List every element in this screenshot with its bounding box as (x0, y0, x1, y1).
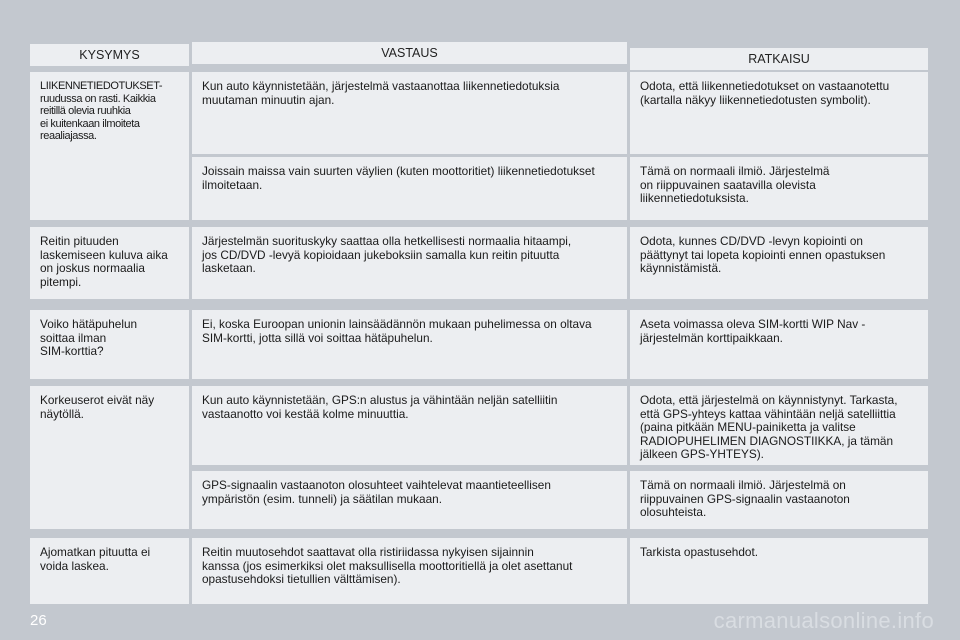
answer-cell: Joissain maissa vain suurten väylien (kuten moottoritiet) liikennetiedotukset ilmoitetaan. (192, 157, 627, 220)
solution-cell: Odota, että liikennetiedotukset on vastaanotettu (kartalla näkyy liikennetiedotusten symbolit). (630, 72, 928, 154)
header-question: KYSYMYS (30, 44, 189, 66)
answer-cell: Kun auto käynnistetään, järjestelmä vastaanottaa liikennetiedotuksia muutaman minuutin ajan. (192, 72, 627, 154)
solution-cell: Tämä on normaali ilmiö. Järjestelmä on riippuvainen GPS-signaalin vastaanoton olosuhteista. (630, 471, 928, 529)
question-cell: Reitin pituuden laskemiseen kuluva aika on joskus normaalia pitempi. (30, 227, 189, 299)
solution-cell: Tämä on normaali ilmiö. Järjestelmä on riippuvainen saatavilla olevista liikennetiedotuksista. (630, 157, 928, 220)
watermark: carmanualsonline.info (713, 608, 934, 633)
solution-cell: Odota, että järjestelmä on käynnistynyt. Tarkasta, että GPS-yhteys kattaa vähintään neljä satelliittia (paina pitkään MENU-painiketta ja valitse RADIOPUHELIMEN DIAGNOSTIIKKA, ja tämän jälkeen GPS-YHTEYS). (630, 386, 928, 465)
answer-cell: Järjestelmän suorituskyky saattaa olla hetkellisesti normaalia hitaampi, jos CD/DVD -levyä kopioidaan jukeboksiin samalla kun reitin pituutta lasketaan. (192, 227, 627, 299)
header-answer: VASTAUS (192, 42, 627, 64)
question-cell: LIIKENNETIEDOTUKSET- ruudussa on rasti. Kaikkia reitillä olevia ruuhkia ei kuitenkaan ilmoiteta reaaliajassa. (30, 72, 189, 220)
answer-cell: Ei, koska Euroopan unionin lainsäädännön mukaan puhelimessa on oltava SIM-kortti, jotta sillä voi soittaa hätäpuhelun. (192, 310, 627, 379)
answer-cell: GPS-signaalin vastaanoton olosuhteet vaihtelevat maantieteellisen ympäristön (esim. tunneli) ja säätilan mukaan. (192, 471, 627, 529)
question-cell: Korkeuserot eivät näy näytöllä. (30, 386, 189, 529)
solution-cell: Tarkista opastusehdot. (630, 538, 928, 604)
header-solution: RATKAISU (630, 48, 928, 70)
question-cell: Ajomatkan pituutta ei voida laskea. (30, 538, 189, 604)
question-cell: Voiko hätäpuhelun soittaa ilman SIM-korttia? (30, 310, 189, 379)
answer-cell: Kun auto käynnistetään, GPS:n alustus ja vähintään neljän satelliitin vastaanotto voi kestää kolme minuuttia. (192, 386, 627, 465)
page-number: 26 (30, 612, 47, 629)
answer-cell: Reitin muutosehdot saattavat olla ristiriidassa nykyisen sijainnin kanssa (jos esimerkiksi olet maksullisella moottoritiellä ja olet asettanut opastusehdoksi tietullien välttämisen). (192, 538, 627, 604)
solution-cell: Odota, kunnes CD/DVD -levyn kopiointi on päättynyt tai lopeta kopiointi ennen opastuksen käynnistämistä. (630, 227, 928, 299)
solution-cell: Aseta voimassa oleva SIM-kortti WIP Nav - järjestelmän korttipaikkaan. (630, 310, 928, 379)
